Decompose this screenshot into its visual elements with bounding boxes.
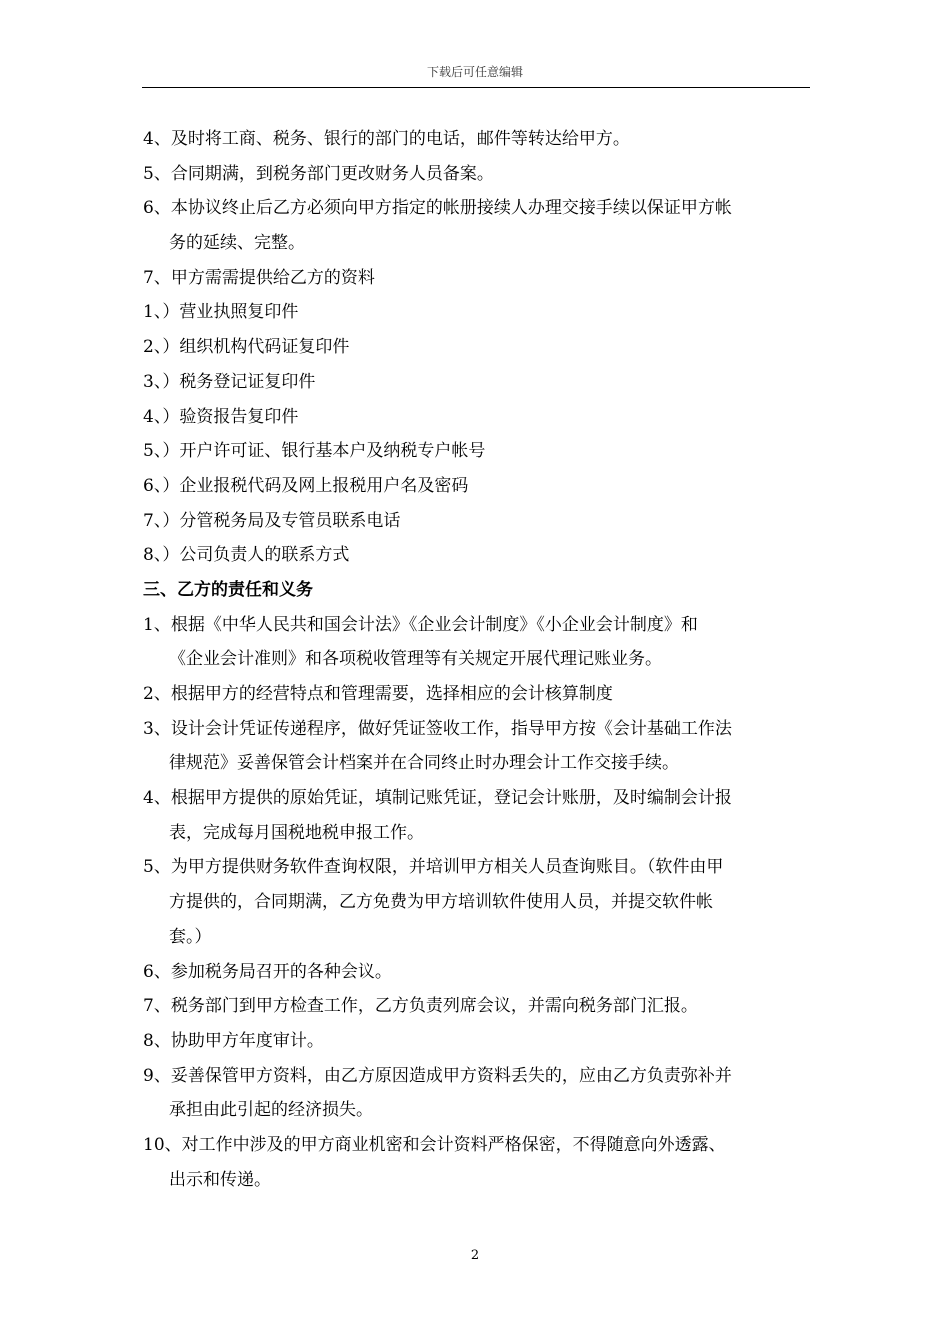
document-line: 1、）营业执照复印件: [143, 302, 299, 323]
document-line: 4、）验资报告复印件: [143, 406, 299, 427]
section-heading: 三、乙方的责任和义务: [143, 579, 313, 600]
page-header: 下载后可任意编辑: [426, 65, 523, 79]
document-line: 8、协助甲方年度审计。: [143, 1030, 324, 1051]
document-line: 表，完成每月国税地税申报工作。: [169, 822, 424, 843]
document-line: 方提供的，合同期满，乙方免费为甲方培训软件使用人员，并提交软件帐: [169, 892, 713, 913]
document-body: [143, 122, 823, 1197]
document-line: 6、参加税务局召开的各种会议。: [143, 961, 392, 982]
document-line: 7、甲方需需提供给乙方的资料: [143, 267, 375, 288]
document-line: 套。）: [169, 926, 212, 947]
header-rule: [142, 87, 810, 88]
document-line: 5、）开户许可证、银行基本户及纳税专户帐号: [143, 441, 486, 462]
document-line: 8、）公司负责人的联系方式: [143, 545, 350, 566]
document-line: 7、）分管税务局及专管员联系电话: [143, 510, 401, 531]
document-line: 4、及时将工商、税务、银行的部门的电话，邮件等转达给甲方。: [143, 129, 630, 149]
document-line: 3、）税务登记证复印件: [143, 371, 316, 392]
document-line: 2、根据甲方的经营特点和管理需要，选择相应的会计核算制度: [143, 684, 613, 704]
document-line: 出示和传递。: [169, 1169, 271, 1190]
document-line: 5、为甲方提供财务软件查询权限，并培训甲方相关人员查询账目。（软件由甲: [143, 857, 724, 878]
document-line: 承担由此引起的经济损失。: [169, 1100, 373, 1121]
page-number: 2: [470, 1248, 480, 1263]
document-line: 6、本协议终止后乙方必须向甲方指定的帐册接续人办理交接手续以保证甲方帐: [143, 198, 732, 219]
document-line: 律规范》妥善保管会计档案并在合同终止时办理会计工作交接手续。: [169, 753, 679, 774]
document-line: 9、妥善保管甲方资料，由乙方原因造成甲方资料丢失的，应由乙方负责弥补并: [143, 1065, 732, 1086]
document-line: 3、设计会计凭证传递程序，做好凭证签收工作，指导甲方按《会计基础工作法: [143, 718, 732, 739]
document-line: 7、税务部门到甲方检查工作，乙方负责列席会议，并需向税务部门汇报。: [143, 996, 698, 1017]
document-line: 2、）组织机构代码证复印件: [143, 337, 350, 358]
document-line: 《企业会计准则》和各项税收管理等有关规定开展代理记账业务。: [169, 649, 662, 670]
document-line: 5、合同期满，到税务部门更改财务人员备案。: [143, 163, 494, 184]
document-line: 10、对工作中涉及的甲方商业机密和会计资料严格保密，不得随意向外透露、: [143, 1134, 726, 1155]
document-line: 6、）企业报税代码及网上报税用户名及密码: [143, 475, 469, 496]
document-line: 1、根据《中华人民共和国会计法》《企业会计制度》《小企业会计制度》和: [143, 614, 698, 635]
document-line: 务的延续、完整。: [169, 233, 305, 254]
document-line: 4、根据甲方提供的原始凭证，填制记账凭证，登记会计账册，及时编制会计报: [143, 788, 732, 809]
